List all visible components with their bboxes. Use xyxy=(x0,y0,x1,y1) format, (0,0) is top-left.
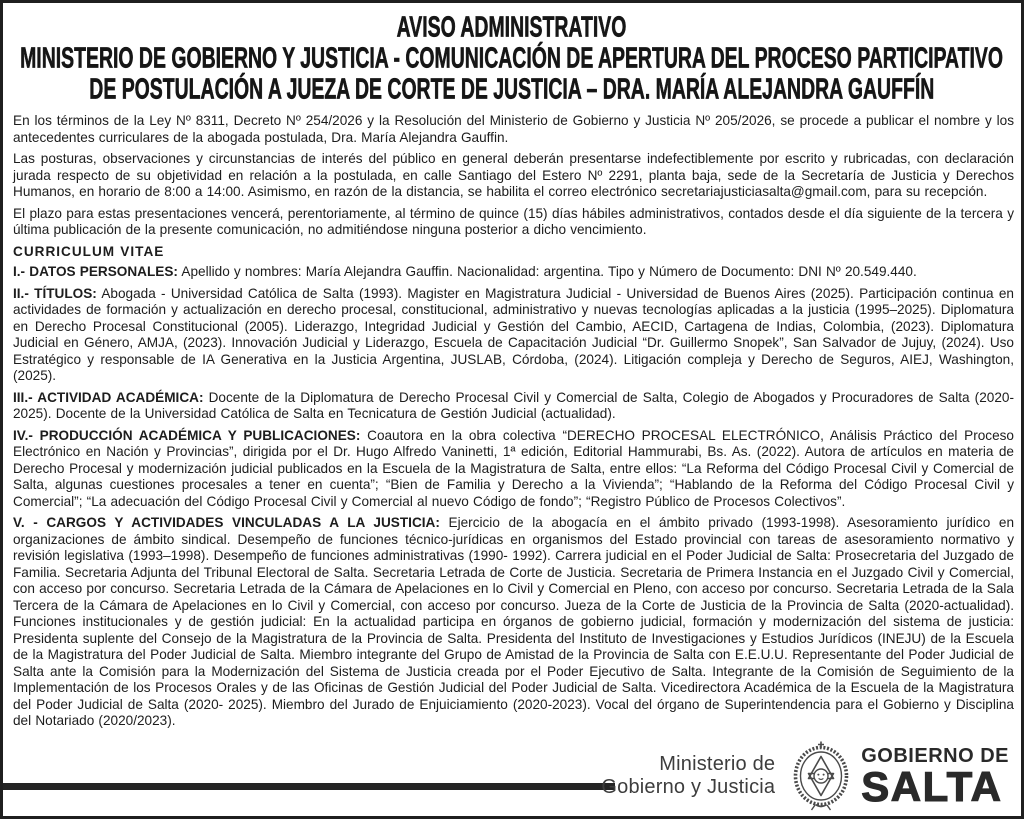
cv-section-actividad-academica-text: Docente de la Diplomatura de Derecho Procesal Civil y Comercial de Salta, Colegio de Abogados y Procuradores de Salta (2020-2025). Docente de la Universidad Católica de Salta en Tecnicatura de Gestión Judicial (actualidad). xyxy=(13,389,1014,421)
cv-section-produccion-academica-text: Coautora en la obra colectiva “DERECHO PROCESAL ELECTRÓNICO, Análisis Práctico del Proceso Electrónico en Nación y Provincias”, dirigida por el Dr. Hugo Alfredo Vaninetti, 1ª edición, Editorial Hammurabi, Bs. As. (2022). Autora de artículos en materia de Derecho Procesal y modernización judicial publicados en la Escuela de la Magistratura de Salta, entre ellos: “La Reforma del Código Procesal Civil y Comercial de Salta, algunas cuestiones procesales a tener en cuenta”; “Bien de Familia y Derecho a la Vivienda”; “Hablando de la Reforma del Código Procesal Civil y Comercial”; “La adecuación del Código Procesal Civil y Comercial al nuevo Código de fondo”; “Registro Público de Procesos Colectivos”. xyxy=(13,427,1014,509)
cv-section-cargos-justicia-label: V. - CARGOS Y ACTIVIDADES VINCULADAS A LA JUSTICIA: xyxy=(13,515,440,530)
cv-section-datos-personales-label: I.- DATOS PERSONALES: xyxy=(13,264,178,279)
gobierno-de-label: GOBIERNO DE xyxy=(861,745,1009,767)
cv-section-datos-personales-text: Apellido y nombres: María Alejandra Gauffin. Nacionalidad: argentina. Tipo y Número de Documento: DNI Nº 20.549.440. xyxy=(181,264,917,279)
cv-heading: CURRICULUM VITAE xyxy=(13,243,165,259)
footer-divider-rule xyxy=(3,783,615,790)
salta-label: SALTA xyxy=(861,763,1003,810)
cv-section-cargos-justicia xyxy=(13,515,1014,730)
footer-branding xyxy=(601,740,1009,812)
cv-section-titulos xyxy=(13,286,1014,385)
cv-section-actividad-academica xyxy=(13,390,1014,423)
notice-title-line-3: DE POSTULACIÓN A JUEZA DE CORTE DE JUSTICIA – DRA. MARÍA ALEJANDRA GAUFFÍN xyxy=(89,73,935,105)
notice-header xyxy=(13,12,1011,105)
intro-paragraph-deadline: El plazo para estas presentaciones vencerá, perentoriamente, al término de quince (15) días hábiles administrativos, contados desde el día siguiente de la tercera y última publicación de la presente comunicación, no admitiéndose ninguna posterior a dicho vencimiento. xyxy=(13,205,1014,237)
cv-section-produccion-academica xyxy=(13,428,1014,511)
ministry-name xyxy=(601,753,775,799)
intro-paragraph-submissions: Las posturas, observaciones y circunstancias de interés del público en general deberán presentarse indefectiblemente por escrito y rubricadas, con declaración jurada respecto de su objetividad en relación a la postulada, en calle Santiago del Estero Nº 2291, planta baja, sede de la Secretaría de Justicia y Derechos Humanos, en horario de 8:00 a 14:00. Asimismo, en razón de la distancia, se habilita el correo electrónico secretariajusticiasalta@gmail.com, para su recepción. xyxy=(13,151,1014,199)
cv-section-titulos-label: II.- TÍTULOS: xyxy=(13,285,97,301)
cv-section-produccion-academica-label: IV.- PRODUCCIÓN ACADÉMICA Y PUBLICACIONES: xyxy=(13,427,361,443)
cv-section-actividad-academica-label: III.- ACTIVIDAD ACADÉMICA: xyxy=(13,389,204,405)
ministry-name-line-2: Gobierno y Justicia xyxy=(601,776,776,798)
notice-title-row-1 xyxy=(13,12,1011,43)
intro-paragraph-legal-basis: En los términos de la Ley Nº 8311, Decreto Nº 254/2026 y la Resolución del Ministerio de Gobierno y Justicia Nº 205/2026, se procede a publicar el nombre y los antecedentes curriculares de la abogada postulada, Dra. María Alejandra Gauffin. xyxy=(13,113,1014,145)
ministry-name-line-1: Ministerio de xyxy=(659,753,776,775)
notice-title-row-3 xyxy=(13,74,1011,105)
notice-title-line-2: MINISTERIO DE GOBIERNO Y JUSTICIA - COMUNICACIÓN DE APERTURA DEL PROCESO PARTICIPATIVO xyxy=(20,42,1004,74)
notice-body xyxy=(13,113,1014,730)
government-logo-text xyxy=(861,745,1009,810)
salta-coat-of-arms-icon xyxy=(791,740,851,812)
cv-section-titulos-text: Abogada - Universidad Católica de Salta (1993). Magister en Magistratura Judicial - Universidad de Buenos Aires (2025). Participación continua en actividades de formación y actualización en derecho procesal, constitucional, administrativo y nuevas tecnologías aplicadas a la justicia (1995–2025). Diplomatura en Derecho Procesal Constitucional (2005). Liderazgo, Integridad Judicial y Gestión del Cambio, AECID, Cartagena de Indias, Colombia, (2023). Diplomatura Judicial en Género, AMJA, (2023). Innovación Judicial y Liderazgo, Escuela de Capacitación Judicial “Dr. Guillermo Snopek”, San Salvador de Jujuy, (2024). Uso Estratégico y responsable de IA Generativa en la Justicia Argentina, JUSLAB, Córdoba, (2024). Litigación compleja y Derecho de Seguros, AIEJ, Washington, (2025). xyxy=(13,285,1014,383)
cv-section-cargos-justicia-text: Ejercicio de la abogacía en el ámbito privado (1993-1998). Asesoramiento jurídico en organizaciones de ámbito sindical. Desempeño de funciones técnico-jurídicas en organismos del Estado provincial con tareas de asesoramiento normativo y revisión legislativa (1993–1998). Desempeño de funciones administrativas (1990- 1992). Carrera judicial en el Poder Judicial de Salta: Prosecretaria del Juzgado de Familia. Secretaria Adjunta del Tribunal Electoral de Salta. Secretaria Letrada de Corte de Justicia. Secretaria de Primera Instancia en el Juzgado Civil y Comercial, con acceso por concurso. Secretaria Letrada de la Cámara de Apelaciones en lo Civil y Comercial en Pleno, con acceso por concurso. Secretaria Letrada de la Sala Tercera de la Cámara de Apelaciones en lo Civil y Comercial, con acceso por concurso. Jueza de la Corte de Justicia de la Provincia de Salta (2020-actualidad). Funciones institucionales y de gestión judicial: En la actualidad participa en órganos de gobierno judicial, formación y modernización del sistema de justicia: Presidenta suplente del Consejo de la Magistratura de la Provincia de Salta. Presidenta del Instituto de Investigaciones y Estudios Jurídicos (INEJU) de la Escuela de la Magistratura del Poder Judicial de Salta. Miembro integrante del Grupo de Amistad de la Provincia de Salta con E.E.U.U. Representante del Poder Judicial de Salta ante la Comisión para la Modernización del Sistema de Justicia creada por el Poder Ejecutivo de Salta. Integrante de la Comisión de Seguimiento de la Implementación de los Procesos Orales y de las Oficinas de Gestión Judicial del Poder Judicial de Salta. Vicedirectora Académica de la Escuela de la Magistratura del Poder Judicial de Salta (2020- 2025). Miembro del Jurado de Enjuiciamiento (2020-2023). Vocal del órgano de Superintendencia para el Gobierno y Disciplina del Notariado (2020/2023). xyxy=(13,515,1015,728)
notice-title-line-1: AVISO ADMINISTRATIVO xyxy=(397,11,627,43)
cv-section-datos-personales xyxy=(13,264,1014,281)
notice-title-row-2 xyxy=(13,43,1011,74)
